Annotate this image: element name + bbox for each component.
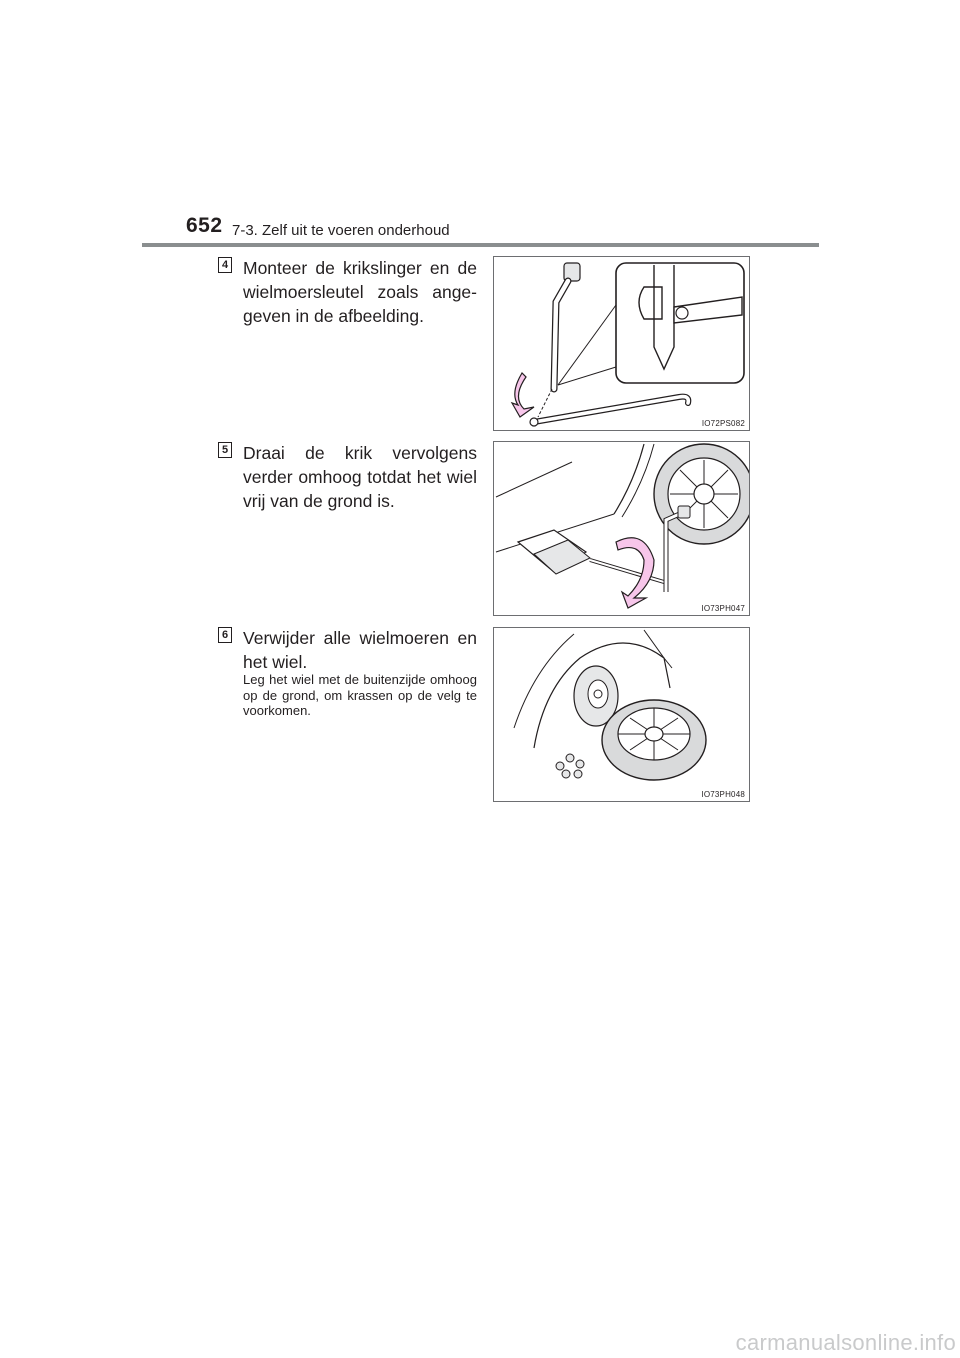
section-title: 7-3. Zelf uit te voeren onderhoud [232, 222, 450, 239]
step-number-5: 5 [218, 442, 232, 458]
figure-raise-jack [493, 441, 750, 616]
remove-wheel-illustration [494, 628, 750, 802]
step-6-text: Verwijder alle wielmoeren en het wiel. [243, 628, 477, 672]
header-rule [142, 243, 819, 247]
figure-code: IO73PH048 [701, 790, 745, 799]
jack-handle-illustration [494, 257, 750, 431]
watermark: carmanualsonline.info [735, 1330, 956, 1355]
step-number-6: 6 [218, 627, 232, 643]
step-4-text: Monteer de krikslinger en de wielmoersleutel zoals ange-geven in de afbeelding. [243, 258, 477, 326]
page-number: 652 [186, 214, 223, 237]
figure-jack-handle-assembly [493, 256, 750, 431]
step-5-text: Draai de krik vervolgens verder omhoog totdat het wiel vrij van de grond is. [243, 443, 477, 511]
step-6-note: Leg het wiel met de buitenzijde omhoog op de grond, om krassen op de velg te voorkomen. [243, 672, 477, 718]
step-number-4: 4 [218, 257, 232, 273]
figure-code: IO72PS082 [701, 419, 745, 428]
figure-code: IO73PH047 [701, 604, 745, 613]
figure-remove-wheel [493, 627, 750, 802]
raise-jack-illustration [494, 442, 750, 616]
